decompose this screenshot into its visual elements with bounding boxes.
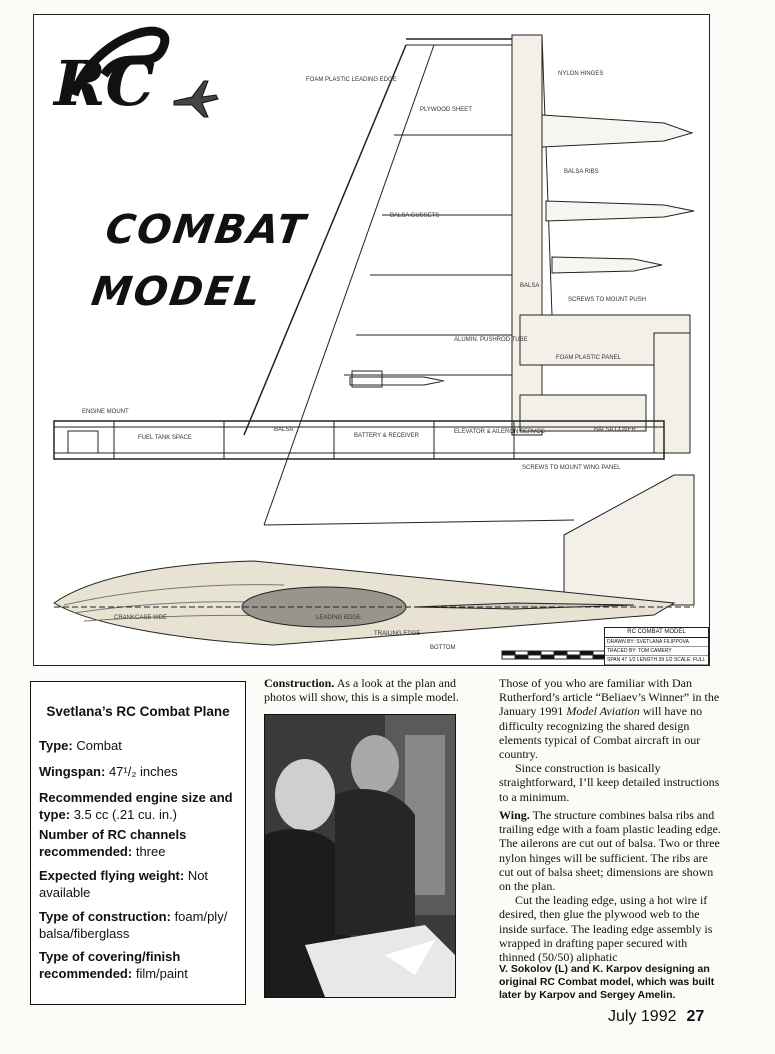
spec-label: Type of construction: xyxy=(39,909,171,924)
spec-value: Not available xyxy=(39,868,209,900)
rc-logo-text: RC xyxy=(54,47,155,115)
spec-value: foam/ply/ balsa/fiberglass xyxy=(39,909,228,941)
spec-label: Recommended engine size and type: xyxy=(39,790,233,822)
spec-value: 3.5 cc (.21 cu. in.) xyxy=(73,807,178,822)
plan-note: BALSA COVER xyxy=(594,427,637,433)
spec-item xyxy=(39,789,239,823)
p1-text: Those of you who are familiar with Dan Rutherford’s article “Beliaev’s Winner” in the January 1991 xyxy=(499,676,720,719)
spec-item xyxy=(39,826,239,860)
wing-heading: Wing. xyxy=(499,808,530,822)
title-combat: COMBAT xyxy=(102,207,310,253)
page-number: 27 xyxy=(686,1008,705,1025)
spec-value: Combat xyxy=(76,738,122,753)
plan-note: ELEVATOR & AILERON SERVOS xyxy=(454,429,545,435)
titleblock-row: DRAWN BY: SVETLANA FILIPPOVA xyxy=(605,638,708,647)
intro-paragraphs xyxy=(499,676,721,804)
spec-item xyxy=(39,948,239,982)
spec-item xyxy=(39,737,239,754)
title-model: MODEL xyxy=(88,269,266,315)
sidebar-title: Svetlana’s RC Combat Plane xyxy=(46,704,230,719)
paragraph: Since construction is basically straightforward, I’ll keep detailed instructions to a minimum. xyxy=(499,761,720,804)
rc-logo xyxy=(34,15,184,115)
titleblock-title: RC COMBAT MODEL xyxy=(605,628,708,638)
spec-label: Wingspan: xyxy=(39,764,106,779)
plan-titleblock xyxy=(604,627,709,665)
spec-label: Expected flying weight: xyxy=(39,868,185,883)
spec-label: Type: xyxy=(39,738,73,753)
plan-note: FOAM PLASTIC LEADING EDGE xyxy=(306,77,397,83)
plan-note: FUEL TANK SPACE xyxy=(138,435,192,441)
scale-bar xyxy=(502,651,606,659)
plan-note: BOTTOM xyxy=(430,645,456,651)
plan-note: LEADING EDGE xyxy=(316,615,362,621)
construction-paragraph xyxy=(264,676,464,704)
paragraph: Cut the leading edge, using a hot wire if desired, then glue the plywood web to the inside surface. The leading edge assembly is wrapped in drafting paper secured with thinned (50/50) aliphatic xyxy=(499,893,713,965)
plan-note: ALUMIN. PUSHROD TUBE xyxy=(454,337,528,343)
titleblock-row: TRACED BY: TOM CAMERY xyxy=(605,647,708,656)
spec-value: 47¹/₂ inches xyxy=(108,764,178,779)
plan-drawing xyxy=(33,14,710,666)
plan-note: FOAM PLASTIC PANEL xyxy=(556,355,621,361)
construction-heading: Construction. xyxy=(264,676,335,690)
plan-note: ENGINE MOUNT xyxy=(82,409,129,415)
spec-item xyxy=(39,867,239,901)
specs-sidebar xyxy=(30,681,246,1005)
plan-note: BALSA xyxy=(520,283,540,289)
spec-item xyxy=(39,763,239,780)
spec-value: film/paint xyxy=(135,966,188,981)
p1-text-end: will have no difficulty recognizing the shared design elements typical of Combat aircraft in our country. xyxy=(499,704,703,762)
plan-note: BATTERY & RECEIVER xyxy=(354,433,420,439)
titleblock-row: SPAN 47 1/2 LENGTH 39 1/2 SCALE: FULL xyxy=(605,656,708,665)
spec-value: three xyxy=(135,844,166,859)
plan-note: BALSA GUSSETS xyxy=(390,213,440,219)
spec-item xyxy=(39,908,239,942)
plan-note: SCREWS TO MOUNT WING PANEL xyxy=(522,465,621,471)
issue-date: July 1992 xyxy=(608,1008,677,1025)
plan-note: PLYWOOD SHEET xyxy=(420,107,472,113)
construction-text: As a look at the plan and photos will show, this is a simple model. xyxy=(264,676,459,705)
plan-note: NYLON HINGES xyxy=(558,71,604,77)
plan-note: BALSA RIBS xyxy=(564,169,599,175)
photo-caption: V. Sokolov (L) and K. Karpov designing an original RC Combat model, which was built later by Karpov and Sergey Amelin. xyxy=(499,963,715,1001)
plan-note: CRANKCASE SIDE xyxy=(114,615,168,621)
wing-section xyxy=(499,808,721,964)
paragraph xyxy=(499,808,721,893)
plan-note: BALSA xyxy=(274,427,294,433)
magazine-title: Model Aviation xyxy=(566,704,640,719)
spec-label: Type of covering/finish recommended: xyxy=(39,949,181,981)
photo-image xyxy=(265,715,455,997)
designers-photo xyxy=(264,714,456,998)
page-footer xyxy=(608,1008,704,1026)
wing-text: The structure combines balsa ribs and trailing edge with a foam plastic leading edge. The ailerons are cut out of balsa. Two or three nylon hinges will be sufficient. The ribs are cut out of balsa sheet; dimensions are shown on the plan. xyxy=(499,808,721,894)
plan-note: SCREWS TO MOUNT PUSH xyxy=(568,297,647,303)
paragraph xyxy=(499,676,721,761)
plan-note: TRAILING EDGE xyxy=(374,631,421,637)
spec-label: Number of RC channels recommended: xyxy=(39,827,187,859)
